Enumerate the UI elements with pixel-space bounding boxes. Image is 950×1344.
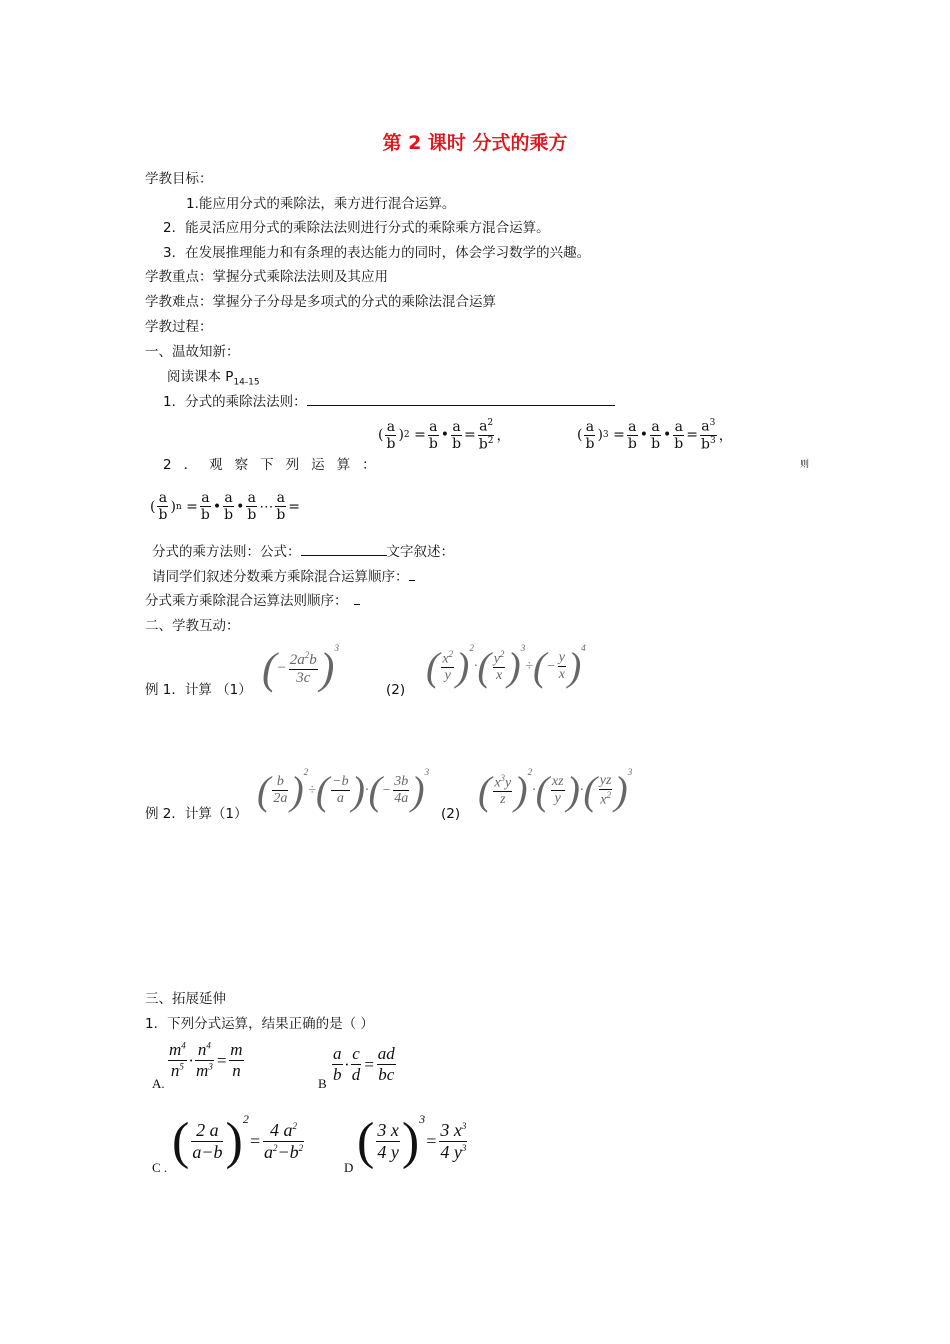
key-point: 学教重点：掌握分式乘除法法则及其应用 — [145, 269, 388, 285]
example-1-expr-1: ( − $\frac{2a^2b}{3c}$ ) $^3$ — [262, 643, 339, 693]
option-a-label[interactable]: A. — [152, 1076, 165, 1091]
option-c-label[interactable]: C . — [152, 1160, 168, 1175]
power-example-cube: ( $\frac{a}{b}$ ) 3 = $\frac{a}{b}$ • $\frac{a}{b}$ • $\frac{a}{b}$ = $\frac{a^3}{b^3}$ ， — [577, 418, 733, 453]
q1-multiplication-rule: 1．分式的乘除法法则： — [163, 393, 615, 411]
example-2-expr-2: ( $\frac{x^3y}{z}$ ) $^2$ · ( $\frac{xz}{y}$ ) · ( $\frac{yz}{x^2}$ ) $^3$ — [478, 767, 633, 813]
option-d-label[interactable]: D — [344, 1160, 354, 1175]
objective-3: 3．在发展推理能力和有条理的表达能力的同时，体会学习数学的兴趣。 — [163, 245, 591, 261]
page-title: 第 2 课时 分式的乘方 — [382, 132, 568, 154]
answer-blank[interactable] — [307, 393, 615, 406]
q2-then: 则 — [800, 460, 810, 470]
example-2-part-2: (2) — [441, 806, 461, 822]
difficulty: 学教难点：掌握分子分母是多项式的分式的乘除法混合运算 — [145, 294, 496, 310]
formula-blank[interactable] — [301, 543, 387, 556]
section-interaction: 二、学教互动： — [145, 618, 240, 634]
objective-2: 2．能灵活应用分式的乘除法法则进行分式的乘除乘方混合运算。 — [163, 220, 550, 236]
section-extension: 三、拓展延伸 — [145, 991, 226, 1007]
process-label: 学教过程： — [145, 319, 213, 335]
order-prompt: 请同学们叙述分数乘方乘除混合运算顺序： — [152, 568, 415, 586]
read-textbook: 阅读课本 $P_{14-15}$ — [167, 369, 260, 388]
option-b-label[interactable]: B — [318, 1076, 327, 1091]
example-2-expr-1: ( $\frac{b}{2a}$ ) $^2$ ÷ ( $\frac{-b}{a}$ ) · ( − $\frac{3b}{4a}$ ) $^3$ — [257, 767, 430, 813]
objective-1: 1.能应用分式的乘除法，乘方进行混合运算。 — [186, 196, 456, 212]
option-d-expr: ( $\frac{3 x}{4 y}$ ) $^3$ = $\frac{3 x^3}{4 y^3}$ — [357, 1112, 467, 1170]
order-rule: 分式乘方乘除混合运算法则顺序： — [145, 592, 360, 610]
power-rule: 分式的乘方法则：公式： 文字叙述： — [152, 544, 454, 560]
option-c-expr: ( $\frac{2 a}{a-b}$ ) $^2$ = $\frac{4 a^2}{a^2-b^2}$ — [172, 1112, 304, 1170]
example-1-part-2: (2) — [386, 682, 406, 698]
objectives-label: 学教目标： — [145, 171, 213, 187]
section-review: 一、温故知新： — [145, 344, 240, 360]
example-1-label: 例 1．计算 （1） — [145, 682, 252, 698]
power-example-n: ( $\frac{a}{b}$ ) n = $\frac{a}{b}$ • $\frac{a}{b}$ • $\frac{a}{b}$ ⋯ $\frac{a}{b}$ = — [150, 490, 301, 523]
option-b-expr: $\frac{a}{b}$ · $\frac{c}{d}$ = $\frac{ad}{bc}$ — [333, 1044, 395, 1084]
mc-question: 1．下列分式运算，结果正确的是（ ） — [145, 1016, 374, 1032]
example-2-label: 例 2．计算（1） — [145, 806, 248, 822]
power-example-square: ( $\frac{a}{b}$ ) 2 = $\frac{a}{b}$ • $\frac{a}{b}$ = $\frac{a^2}{b^2}$ ， — [378, 418, 511, 453]
option-a-expr: $\frac{m^4}{n^5}$ · $\frac{n^4}{m^3}$ = $\frac{m}{n}$ — [169, 1040, 243, 1080]
q2-label: 2．观察下列运算： — [163, 457, 388, 473]
example-1-expr-2: ( $\frac{x^2}{y}$ ) $^2$ · ( $\frac{y^2}{x}$ ) $^3$ ÷ ( − $\frac{y}{x}$ ) $^4$ — [426, 643, 586, 689]
